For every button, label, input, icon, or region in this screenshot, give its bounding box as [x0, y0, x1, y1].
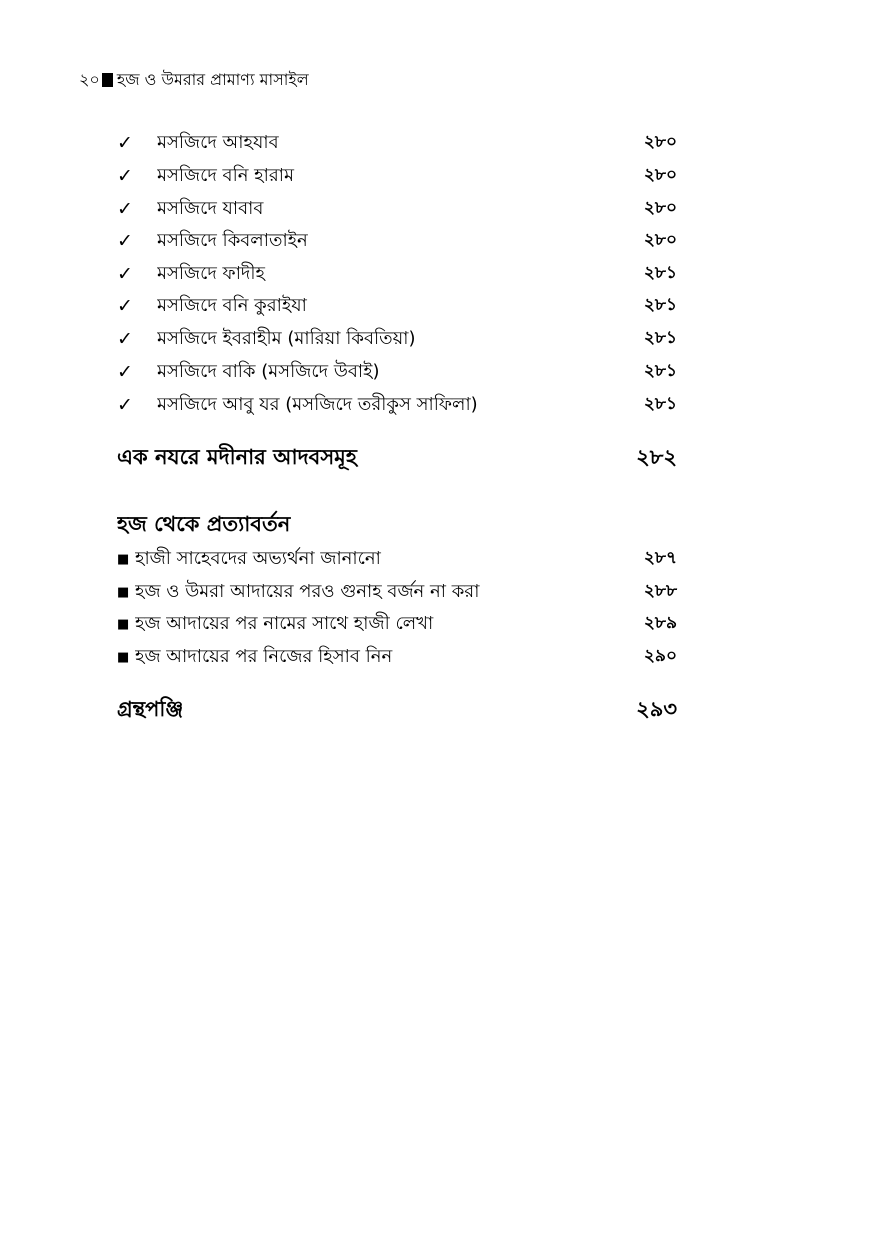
toc-item-label: হজ আদায়ের পর নামের সাথে হাজী লেখা: [135, 612, 434, 634]
toc-item-page: ২৮৭: [643, 548, 677, 568]
toc-item-label: মসজিদে বাকি (মসজিদে উবাই): [157, 360, 380, 382]
toc-item-return[interactable]: [117, 544, 677, 574]
square-bullet-icon: ■: [117, 551, 130, 567]
toc-item-masjid[interactable]: [117, 128, 677, 158]
square-separator-icon: [102, 73, 113, 87]
checkmark-icon: ✓: [117, 295, 133, 317]
toc-item-label: মসজিদে ফাদীহ: [157, 262, 265, 284]
checkmark-icon: ✓: [117, 132, 133, 154]
square-bullet-icon: ■: [117, 584, 130, 600]
toc-item-label: মসজিদে আবু যর (মসজিদে তরীকুস সাফিলা): [157, 393, 478, 415]
toc-item-label: মসজিদে যাবাব: [157, 197, 264, 219]
toc-heading-return[interactable]: [117, 507, 677, 543]
toc-item-return[interactable]: [117, 609, 677, 639]
toc-item-label: হজ আদায়ের পর নিজের হিসাব নিন: [135, 645, 393, 667]
toc-item-masjid[interactable]: [117, 194, 677, 224]
toc-item-page: ২৮৯: [643, 613, 677, 633]
toc-item-label: হজ ও উমরা আদায়ের পরও গুনাহ বর্জন না করা: [135, 580, 480, 602]
toc-item-page: ২৮১: [643, 394, 677, 414]
toc-item-page: ২৮৮: [643, 581, 677, 601]
toc-item-page: ২৮১: [643, 295, 677, 315]
toc-item-page: ২৮০: [643, 198, 677, 218]
toc-item-masjid[interactable]: [117, 259, 677, 289]
toc-item-label: মসজিদে ইবরাহীম (মারিয়া কিবতিয়া): [157, 327, 416, 349]
toc-item-page: ২৮১: [643, 361, 677, 381]
toc-item-return[interactable]: [117, 642, 677, 672]
toc-item-label: মসজিদে বনি কুরাইযা: [157, 294, 307, 316]
toc-item-page: ২৮০: [643, 230, 677, 250]
toc-item-masjid[interactable]: [117, 161, 677, 191]
toc-item-page: ২৮০: [643, 132, 677, 152]
toc-item-label: হাজী সাহেবদের অভ্যর্থনা জানানো: [135, 547, 381, 569]
toc-heading-label: গ্রন্থপঞ্জি: [117, 696, 184, 721]
header-book-title: হজ ও উমরার প্রামাণ্য মাসাইল: [116, 69, 309, 89]
toc-item-masjid[interactable]: [117, 390, 677, 420]
toc-item-page: ২৮১: [643, 263, 677, 283]
toc-item-masjid[interactable]: [117, 324, 677, 354]
checkmark-icon: ✓: [117, 198, 133, 220]
toc-item-page: ২৮১: [643, 328, 677, 348]
checkmark-icon: ✓: [117, 394, 133, 416]
toc-heading-madinah-etiquette[interactable]: [117, 440, 677, 476]
checkmark-icon: ✓: [117, 328, 133, 350]
square-bullet-icon: ■: [117, 616, 130, 632]
toc-item-page: ২৮০: [643, 165, 677, 185]
checkmark-icon: ✓: [117, 263, 133, 285]
toc-item-label: মসজিদে বনি হারাম: [157, 164, 294, 186]
toc-heading-label: হজ থেকে প্রত্যাবর্তন: [117, 511, 291, 536]
toc-heading-page: ২৮২: [636, 444, 677, 469]
toc-item-return[interactable]: [117, 577, 677, 607]
toc-item-masjid[interactable]: [117, 291, 677, 321]
toc-heading-label: এক নযরে মদীনার আদবসমূহ: [117, 444, 357, 469]
toc-item-masjid[interactable]: [117, 226, 677, 256]
running-header: [79, 68, 309, 92]
toc-heading-page: ২৯৩: [636, 696, 677, 721]
header-page-number: ২০: [79, 69, 100, 89]
checkmark-icon: ✓: [117, 165, 133, 187]
toc-item-label: মসজিদে কিবলাতাইন: [157, 229, 308, 251]
toc-item-label: মসজিদে আহযাব: [157, 131, 279, 153]
square-bullet-icon: ■: [117, 649, 130, 665]
checkmark-icon: ✓: [117, 361, 133, 383]
toc-item-masjid[interactable]: [117, 357, 677, 387]
toc-heading-bibliography[interactable]: [117, 692, 677, 728]
toc-item-page: ২৯০: [643, 646, 677, 666]
checkmark-icon: ✓: [117, 230, 133, 252]
